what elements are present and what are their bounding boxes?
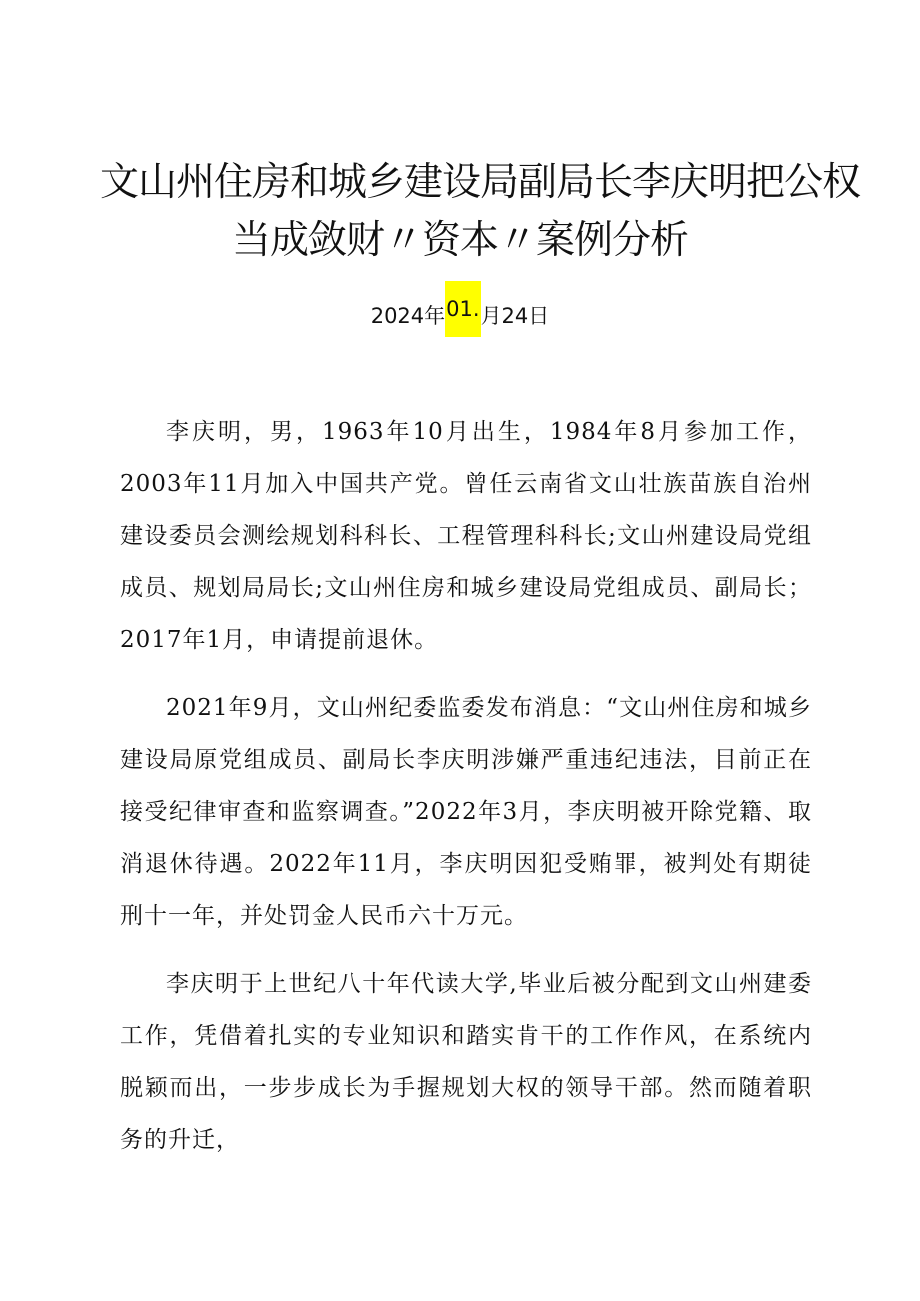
document-body (120, 406, 812, 1182)
paragraph-1: 李庆明，男，1963年10月出生，1984年8月参加工作，2003年11月加入中国共产党。曾任云南省文山壮族苗族自治州建设委员会测绘规划科科长、工程管理科科长;文山州建设局党组成员、规划局局长;文山州住房和城乡建设局党组成员、副局长；2017年1月，申请提前退休。 (120, 419, 812, 653)
title-line-1: 文山州住房和城乡建设局副局长李庆明把公权 (100, 160, 861, 205)
title-line-2: 当成敛财〃资本〃案例分析 (231, 218, 688, 263)
paragraph-3: 李庆明于上世纪八十年代读大学,毕业后被分配到文山州建委工作，凭借着扎实的专业知识和踏实肯干的工作作风，在系统内脱颖而出，一步步成长为手握规划大权的领导干部。然而随着职务的升迁， (120, 971, 812, 1153)
date-highlight: 01. (445, 281, 480, 337)
document-date (0, 296, 920, 337)
document-title (100, 154, 861, 270)
date-suffix: 月24日 (480, 304, 550, 328)
paragraph-2: 2021年9月，文山州纪委监委发布消息：“文山州住房和城乡建设局原党组成员、副局长李庆明涉嫌严重违纪违法，目前正在接受纪律审查和监察调查。”2022年3月，李庆明被开除党籍、取消退休待遇。2022年11月，李庆明因犯受贿罪，被判处有期徒刑十一年，并处罚金人民币六十万元。 (120, 695, 812, 929)
date-prefix: 2024年 (370, 304, 446, 328)
